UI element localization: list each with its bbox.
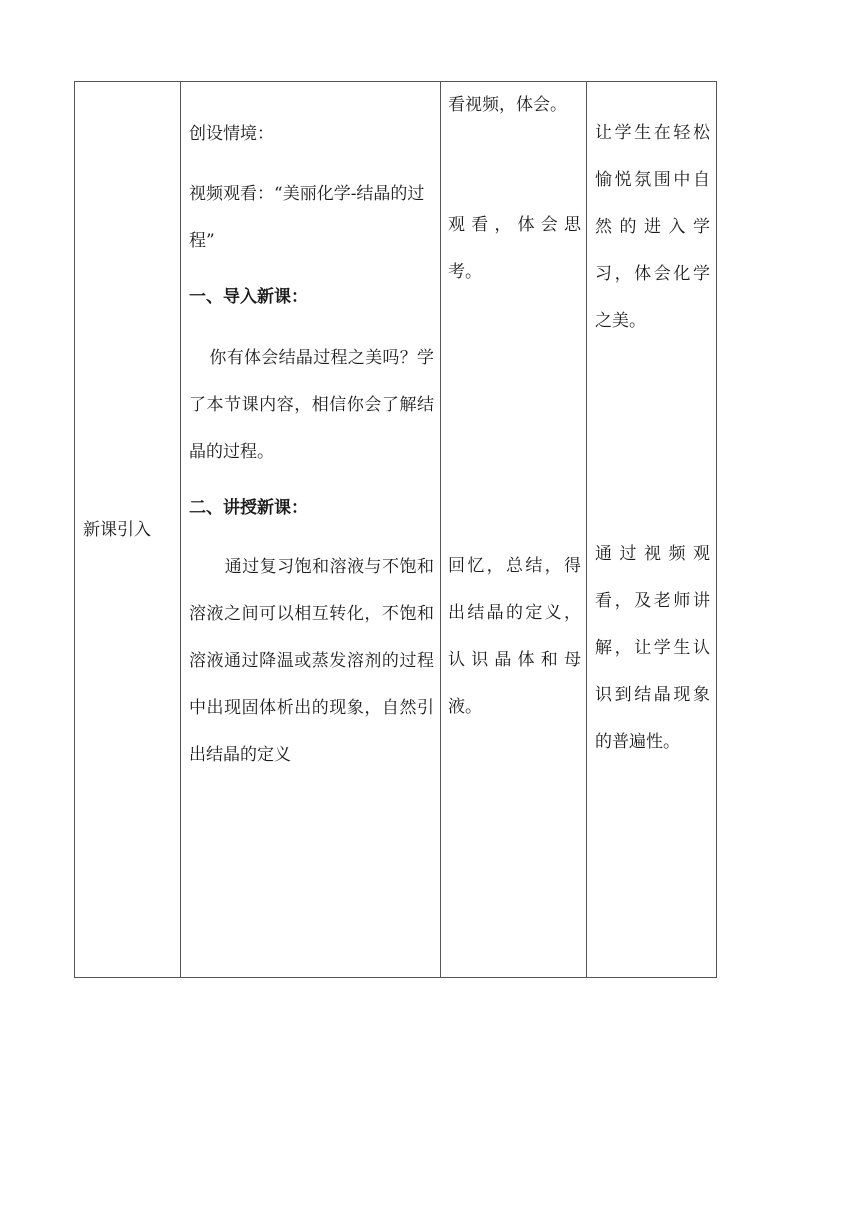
student-activity-3: 回忆，总结，得出结晶的定义，认识晶体和母液。 bbox=[448, 556, 581, 717]
table-row bbox=[75, 82, 717, 978]
student-activity-cell bbox=[441, 82, 587, 978]
stage-cell bbox=[75, 82, 181, 978]
student-activity-1: 看视频，体会。 bbox=[448, 95, 567, 115]
intro-video-text: 视频观看：“美丽化学-结晶的过程” bbox=[189, 184, 425, 251]
stage-label: 新课引入 bbox=[83, 519, 151, 540]
lesson-plan-table bbox=[74, 81, 717, 978]
design-purpose-1: 让学生在轻松愉悦氛围中自然的进入学习，体会化学之美。 bbox=[595, 123, 710, 331]
import-paragraph: 你有体会结晶过程之美吗？学了本节课内容，相信你会了解结晶的过程。 bbox=[189, 348, 434, 462]
section-heading-import: 一、导入新课： bbox=[189, 287, 308, 307]
teach-paragraph: 通过复习饱和溶液与不饱和溶液之间可以相互转化，不饱和溶液通过降温或蒸发溶剂的过程中出现固体析出的现象，自然引出结晶的定义 bbox=[189, 557, 434, 765]
design-purpose-cell bbox=[587, 82, 717, 978]
intro-label: 创设情境： bbox=[189, 124, 274, 144]
student-activity-2: 观看，体会思考。 bbox=[448, 215, 581, 282]
teacher-activity-cell bbox=[181, 82, 441, 978]
design-purpose-2: 通过视频观看，及老师讲解，让学生认识到结晶现象的普遍性。 bbox=[595, 544, 710, 752]
section-heading-teach: 二、讲授新课： bbox=[189, 498, 308, 518]
